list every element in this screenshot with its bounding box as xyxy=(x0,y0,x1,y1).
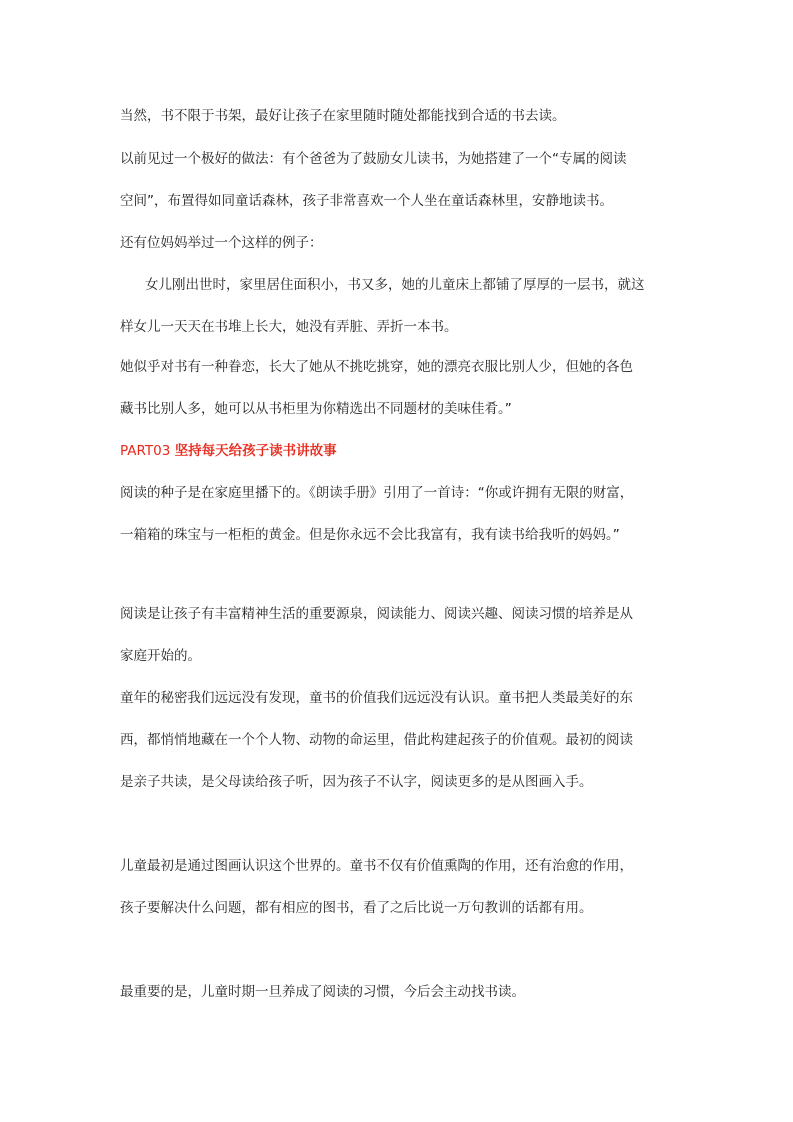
paragraph-line: 西，都悄悄地藏在一个个人物、动物的命运里，借此构建起孩子的价值观。最初的阅读 xyxy=(120,732,633,748)
section-heading xyxy=(120,441,337,461)
paragraph-line: 童年的秘密我们远远没有发现，童书的价值我们远远没有认识。童书把人类最美好的东 xyxy=(120,690,633,706)
paragraph-line: 阅读是让孩子有丰富精神生活的重要源泉，阅读能力、阅读兴趣、阅读习惯的培养是从 xyxy=(120,606,633,622)
quote-line: 她似乎对书有一种眷恋，长大了她从不挑吃挑穿，她的漂亮衣服比别人少，但她的各色 xyxy=(120,359,633,375)
quote-line: 样女儿一天天在书堆上长大，她没有弄脏、弄折一本书。 xyxy=(120,319,458,335)
quote-line: 女儿刚出世时，家里居住面积小，书又多，她的儿童床上都铺了厚厚的一层书，就这 xyxy=(145,277,645,293)
paragraph-line: 以前见过一个极好的做法：有个爸爸为了鼓励女儿读书，为她搭建了一个“专属的阅读 xyxy=(120,151,627,167)
paragraph-line: 一箱箱的珠宝与一柜柜的黄金。但是你永远不会比我富有，我有读书给我听的妈妈。” xyxy=(120,527,620,543)
paragraph-line: 孩子要解决什么问题，都有相应的图书，看了之后比说一万句教训的话都有用。 xyxy=(120,900,593,916)
paragraph-line: 最重要的是，儿童时期一旦养成了阅读的习惯，今后会主动找书读。 xyxy=(120,984,525,1000)
section-heading-prefix: PART03 xyxy=(120,443,175,459)
paragraph-line: 阅读的种子是在家庭里播下的。《朗读手册》引用了一首诗：“你或许拥有无限的财富， xyxy=(120,485,634,501)
paragraph-line: 儿童最初是通过图画认识这个世界的。童书不仅有价值熏陶的作用，还有治愈的作用， xyxy=(120,858,633,874)
paragraph-line: 空间”，布置得如同童话森林，孩子非常喜欢一个人坐在童话森林里，安静地读书。 xyxy=(120,193,613,209)
paragraph-line: 是亲子共读，是父母读给孩子听，因为孩子不认字，阅读更多的是从图画入手。 xyxy=(120,774,593,790)
section-heading-title: 坚持每天给孩子读书讲故事 xyxy=(174,443,337,459)
paragraph-line: 还有位妈妈举过一个这样的例子： xyxy=(120,235,323,251)
quote-line: 藏书比别人多，她可以从书柜里为你精选出不同题材的美味佳肴。” xyxy=(120,401,512,417)
paragraph-line: 家庭开始的。 xyxy=(120,648,201,664)
paragraph-line: 当然，书不限于书架，最好让孩子在家里随时随处都能找到合适的书去读。 xyxy=(120,108,566,124)
